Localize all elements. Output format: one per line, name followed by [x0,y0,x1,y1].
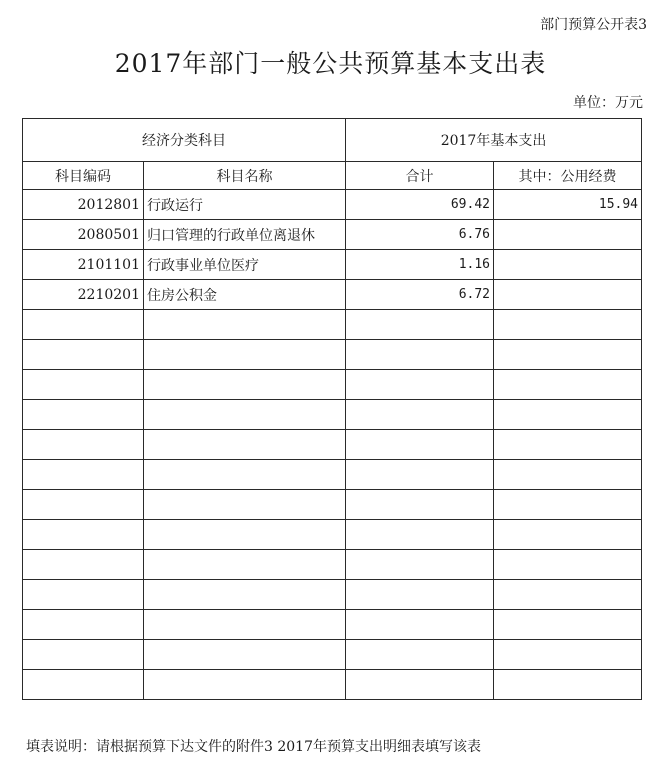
cell-code: 2012801 [23,190,144,220]
cell-name [144,400,346,430]
cell-total [346,520,494,550]
cell-code [23,580,144,610]
table-body [23,190,642,700]
cell-public-funds [494,430,642,460]
cell-public-funds [494,340,642,370]
cell-code: 2080501 [23,220,144,250]
column-header-row [23,162,642,190]
table-row [23,340,642,370]
cell-name [144,580,346,610]
cell-name [144,370,346,400]
cell-name: 行政事业单位医疗 [144,250,346,280]
cell-code: 2210201 [23,280,144,310]
table-row [23,460,642,490]
cell-name [144,670,346,700]
cell-code [23,670,144,700]
cell-total: 1.16 [346,250,494,280]
table-row [23,430,642,460]
table-row [23,550,642,580]
cell-code [23,310,144,340]
cell-public-funds [494,490,642,520]
cell-code [23,550,144,580]
table-row [23,370,642,400]
cell-total [346,340,494,370]
cell-total: 6.72 [346,280,494,310]
cell-public-funds [494,610,642,640]
table-row [23,520,642,550]
cell-name [144,610,346,640]
cell-public-funds [494,550,642,580]
cell-total [346,580,494,610]
cell-public-funds [494,310,642,340]
cell-code [23,370,144,400]
cell-code [23,490,144,520]
cell-code: 2101101 [23,250,144,280]
cell-total: 6.76 [346,220,494,250]
cell-public-funds [494,580,642,610]
cell-name [144,550,346,580]
table-row [23,670,642,700]
cell-code [23,520,144,550]
cell-name [144,430,346,460]
cell-total [346,610,494,640]
cell-code [23,640,144,670]
cell-code [23,340,144,370]
cell-total [346,460,494,490]
table-row [23,580,642,610]
cell-name [144,340,346,370]
cell-name [144,310,346,340]
cell-public-funds [494,370,642,400]
cell-public-funds [494,280,642,310]
header-public-funds: 其中：公用经费 [494,162,642,190]
cell-public-funds [494,220,642,250]
cell-public-funds [494,640,642,670]
cell-public-funds [494,670,642,700]
cell-total [346,310,494,340]
cell-name [144,460,346,490]
table-row [23,310,642,340]
cell-code [23,430,144,460]
cell-code [23,400,144,430]
table-row [23,610,642,640]
header-name: 科目名称 [144,162,346,190]
cell-code [23,610,144,640]
header-classification: 经济分类科目 [23,119,346,162]
cell-name [144,640,346,670]
header-basic-expenditure: 2017年基本支出 [346,119,642,162]
cell-total: 69.42 [346,190,494,220]
cell-total [346,640,494,670]
fill-instructions: 填表说明：请根据预算下达文件的附件3 2017年预算支出明细表填写该表 [26,739,481,755]
document-label: 部门预算公开表3 [540,17,647,33]
cell-name: 住房公积金 [144,280,346,310]
table-row [23,250,642,280]
cell-public-funds: 15.94 [494,190,642,220]
cell-public-funds [494,250,642,280]
cell-total [346,490,494,520]
table-row [23,640,642,670]
cell-total [346,400,494,430]
cell-public-funds [494,520,642,550]
page-title: 2017年部门一般公共预算基本支出表 [114,49,547,78]
cell-name: 行政运行 [144,190,346,220]
header-total: 合计 [346,162,494,190]
cell-name [144,520,346,550]
cell-public-funds [494,460,642,490]
cell-total [346,370,494,400]
cell-total [346,670,494,700]
header-code: 科目编码 [23,162,144,190]
cell-public-funds [494,400,642,430]
unit-label: 单位：万元 [573,95,643,111]
table-row [23,490,642,520]
budget-table [22,118,642,700]
cell-code [23,460,144,490]
table-row [23,400,642,430]
cell-name [144,490,346,520]
cell-name: 归口管理的行政单位离退休 [144,220,346,250]
table-row [23,220,642,250]
table-row [23,280,642,310]
table-row [23,190,642,220]
cell-total [346,550,494,580]
cell-total [346,430,494,460]
group-header-row [23,119,642,162]
